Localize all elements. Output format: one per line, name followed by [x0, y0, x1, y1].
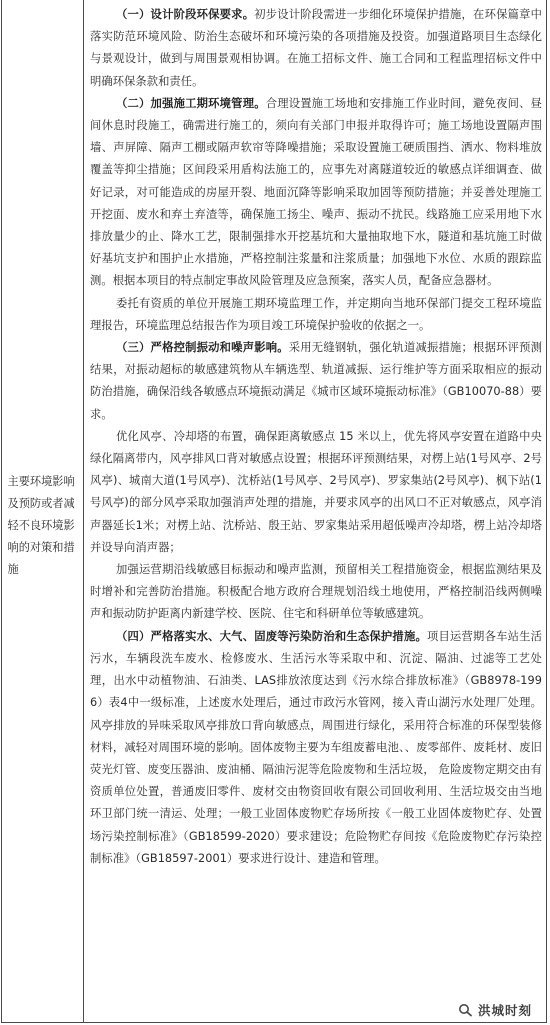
paragraph-text: 采用无缝钢轨，强化轨道减振措施；根据环评预测结果，对振动超标的敏感建筑物从车辆选型、轨道减振、运行维护等方面采取相应的振动防治措施，确保沿线各敏感点环境振动满足《城市区域环境振动标准》（GB10070-88）要求。: [90, 341, 542, 421]
paragraph-pollution-control: [90, 626, 542, 870]
watermark: [456, 1001, 534, 1019]
paragraph-text: 项目运营期各车站生活污水，车辆段洗车废水、检修废水、生活污水等采取中和、沉淀、隔油、过滤等工艺处理，出水中动植物油、石油类、LAS排放浓度达到《污水综合排放标准》（GB8978-1996）表4中一级标准，上述废水处理后，通过市政污水管网，接入青山湖污水处理厂处理。风亭排放的异味采取风亭排放口背向敏感点，周围进行绿化，采用符合标准的环保型装修材料，减轻对周围环境的影响。固体废物主要为车组废蓄电池、、废零部件、废耗材、废旧荧光灯管、废变压器油、废油桶、隔油污泥等危险废物和生活垃圾， 危险废物定期交由有资质单位处置，普通废旧零件、废材交由物资回收有限公司回收利用、生活垃圾交由当地环卫部门统一清运、处理；一般工业固体废物贮存场所按《一般工业固体废物贮存、处置场污染控制标准》（GB18599-2020）要求建设；危险物贮存间按《危险废物贮存污染控制标准》（GB18597-2001）要求进行设计、建造和管理。: [90, 629, 542, 865]
paragraph-vibration-noise: [90, 337, 542, 426]
content-cell: [85, 0, 546, 1022]
paragraph-text: 合理设置施工场地和安排施工作业时间，避免夜间、昼间休息时段施工，确需进行施工的，须向有关部门申报并取得许可；施工场地设置隔声围墙、声屏障、隔声工棚或隔声软帘等降噪措施；采取设置施工硬质围挡、洒水、物料堆放覆盖等抑尘措施；区间段采用盾构法施工的，应事先对离隧道较近的敏感点详细调查、做好记录，对可能造成的房屋开裂、地面沉降等影响采取加固等预防措施；并妥善处理施工开挖面、废水和弃土弃渣等，确保施工扬尘、噪声、振动不扰民。线路施工应采用地下水排放量少的止、降水工艺，限制强排水开挖基坑和大量抽取地下水，隧道和基坑施工时做好基坑支护和围护止水措施，严格控制注浆量和注浆质量；加强地下水位、水质的跟踪监测。根据本项目的特点制定事故风险管理及应急预案，落实人员，配备应急器材。: [90, 96, 542, 288]
measures-table: [1, 0, 547, 1023]
paragraph-heading: （三）严格控制振动和噪声影响。: [116, 341, 289, 355]
paragraph-heading: （二）加强施工期环境管理。: [116, 96, 266, 110]
paragraph-air-shaft-cooling: [90, 426, 542, 559]
watermark-text: 洪城时刻: [477, 1003, 532, 1018]
wechat-search-icon: [458, 1003, 474, 1017]
row-label: 主要环境影响及预防或者减轻不良环境影响的对策和措施: [7, 475, 75, 576]
paragraph-text: 加强运营期沿线敏感目标振动和噪声监测，预留相关工程措施资金，根据监测结果及时增补和完善防治措施。积极配合地方政府合理规划沿线土地使用，严格控制沿线两侧噪声和振动防护距离内新建学校、医院、住宅和科研单位等敏感建筑。: [90, 563, 542, 621]
paragraph-design-stage: [90, 4, 542, 93]
paragraph-heading: （一）设计阶段环保要求。: [116, 8, 255, 21]
paragraph-text: 委托有资质的单位开展施工期环境监理工作，并定期向当地环保部门提交工程环境监理报告，环境监理总结报告作为项目竣工环境保护验收的依据之一。: [90, 296, 542, 332]
paragraph-operation-monitoring: [90, 559, 542, 626]
row-label-cell: [2, 0, 84, 1022]
paragraph-text: 优化风亭、冷却塔的布置，确保距离敏感点 15 米以上，优先将风亭安置在道路中央绿化隔离带内，风亭排风口背对敏感点设置；根据环评预测结果，对楞上站(1号风亭、2号风亭)、城南大道(1号风亭)、沈桥站(1号风亭、2号风亭)、罗家集站(2号风亭)、枫下站(1号风亭)的部分风亭采取加强消声处理的措施，并要求风亭的出风口不正对敏感点，风亭消声器延长1米；对楞上站、沈桥站、殷王站、罗家集站采用超低噪声冷却塔，楞上站冷却塔并设导向消声器；: [90, 429, 542, 554]
paragraph-environmental-supervision: [90, 293, 542, 337]
paragraph-text: 初步设计阶段需进一步细化环境保护措施，在环保篇章中落实防范环境风险、防治生态破坏和环境污染的各项措施及投资。加强道路项目生态绿化与景观设计，做到与周围景观相协调。在施工招标文件、施工合同和工程监理招标文件中明确环保条款和责任。: [90, 8, 542, 88]
paragraph-heading: （四）严格落实水、大气、固废等污染防治和生态保护措施。: [116, 629, 427, 643]
paragraph-construction-management: [90, 93, 542, 293]
